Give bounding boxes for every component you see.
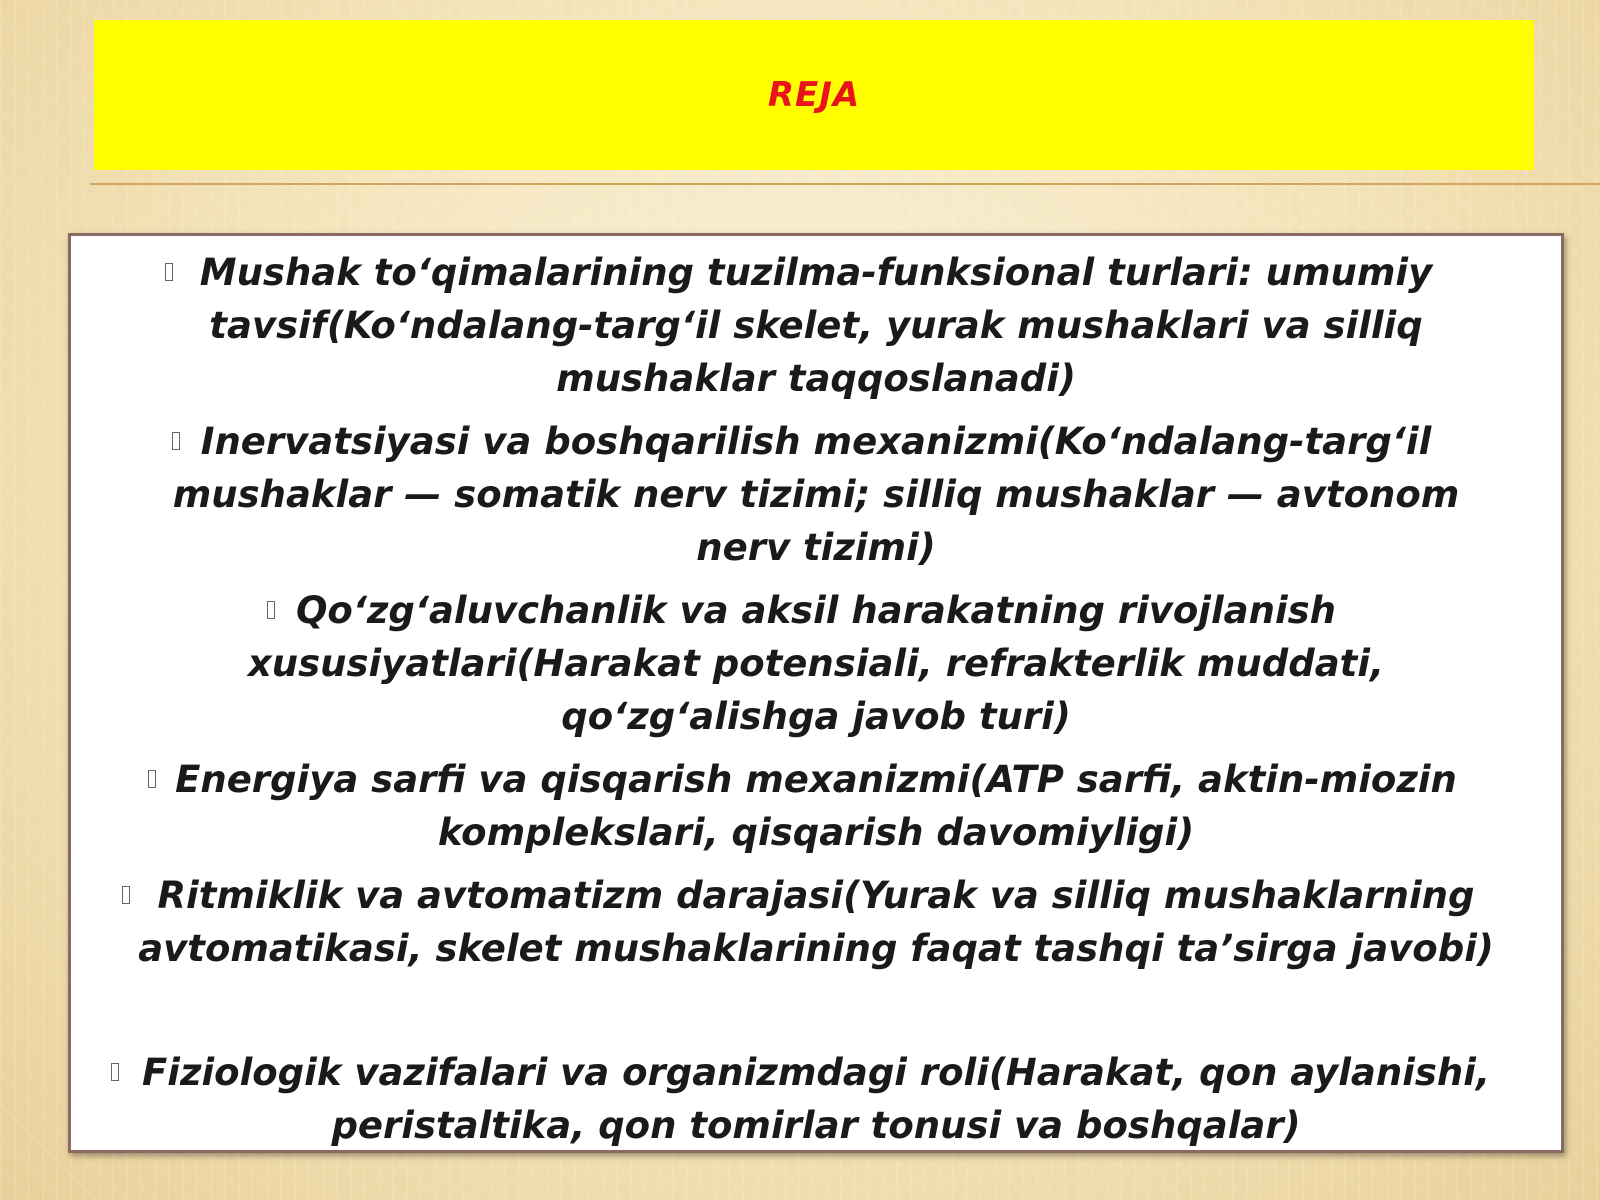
bullet-box-icon [172,432,180,450]
list-item [71,869,1561,975]
bullet-box-icon [148,770,156,788]
bullet-box-icon [111,1063,119,1081]
bullet-box-icon [122,886,130,904]
bullet-text: Energiya sarfi va qisqarish mexanizmi(ATP sarfi, aktin-miozin komplekslari, qisqarish davomiyligi) [175,758,1457,854]
bullet-box-icon [165,263,173,281]
content-box [68,233,1564,1153]
title-divider [90,183,1600,185]
bullet-text: Mushak to‘qimalarining tuzilma-funksional turlari: umumiy tavsif(Ko‘ndalang-targ‘il skelet, yurak mushaklari va silliq mushaklar taqqoslanadi) [199,251,1433,400]
list-item [71,246,1561,405]
bullet-text: Ritmiklik va avtomatizm darajasi(Yurak va silliq mushaklarning avtomatikasi, skelet mushaklarining faqat tashqi ta’sirga javobi) [138,874,1494,970]
bullet-box-icon [267,601,275,619]
slide-title: REJA [767,75,861,115]
list-item [71,584,1561,743]
bullet-text: Inervatsiyasi va boshqarilish mexanizmi(Ko‘ndalang-targ‘il mushaklar — somatik nerv tizimi; silliq mushaklar — avtonom nerv tizimi) [172,420,1460,569]
bullet-text: Fiziologik vazifalari va organizmdagi roli(Harakat, qon aylanishi, peristaltika, qon tomirlar tonusi va boshqalar) [141,1051,1491,1147]
list-item [71,1046,1561,1152]
list-item [71,753,1561,859]
bullet-text: Qo‘zg‘aluvchanlik va aksil harakatning rivojlanish xususiyatlari(Harakat potensiali, refrakterlik muddati, qo‘zg‘alishga javob turi) [247,589,1385,738]
title-band [94,20,1534,170]
list-item [71,415,1561,574]
